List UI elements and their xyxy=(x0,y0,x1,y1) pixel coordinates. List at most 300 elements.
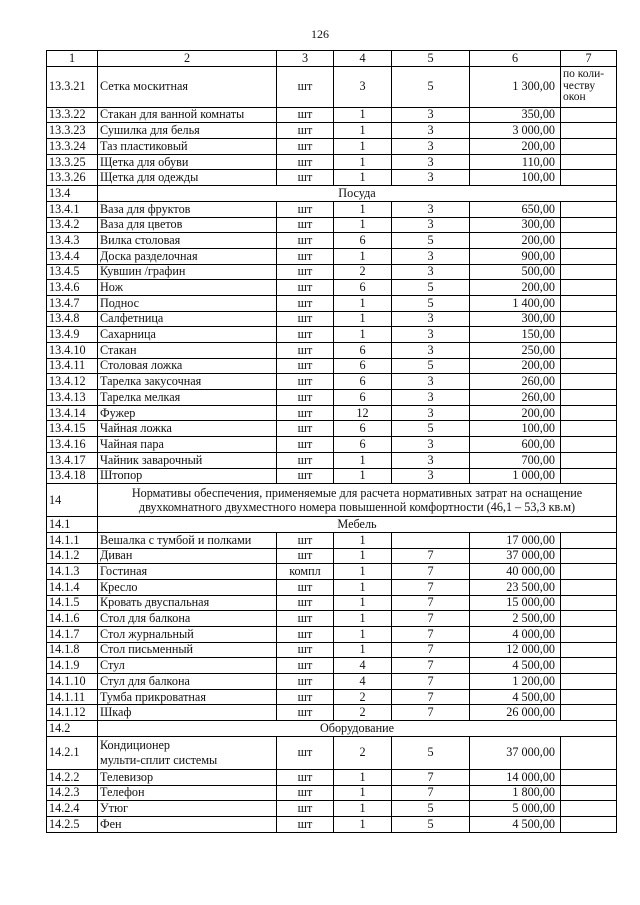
table-row xyxy=(47,107,617,123)
table-row xyxy=(47,689,617,705)
item-unit: шт xyxy=(277,311,334,327)
item-unit: шт xyxy=(277,374,334,390)
item-unit: шт xyxy=(277,595,334,611)
item-unit: шт xyxy=(277,642,334,658)
item-service-years: 5 xyxy=(392,421,470,437)
column-header: 2 xyxy=(98,51,277,67)
item-quantity: 1 xyxy=(334,327,392,343)
item-name: Сахарница xyxy=(98,327,277,343)
item-name: Стул для балкона xyxy=(98,674,277,690)
item-code: 13.3.23 xyxy=(47,123,98,139)
item-name: Стол журнальный xyxy=(98,627,277,643)
item-price: 4 500,00 xyxy=(470,658,561,674)
item-code: 13.4.3 xyxy=(47,233,98,249)
item-unit: шт xyxy=(277,280,334,296)
item-quantity: 6 xyxy=(334,437,392,453)
item-name: Сушилка для белья xyxy=(98,123,277,139)
item-code: 14.1.10 xyxy=(47,674,98,690)
item-unit: шт xyxy=(277,107,334,123)
item-price: 2 500,00 xyxy=(470,611,561,627)
item-code: 14.1.4 xyxy=(47,579,98,595)
item-quantity: 1 xyxy=(334,595,392,611)
item-unit: шт xyxy=(277,201,334,217)
item-price: 150,00 xyxy=(470,327,561,343)
item-name: Сетка москитная xyxy=(98,66,277,107)
table-row xyxy=(47,579,617,595)
item-service-years: 3 xyxy=(392,217,470,233)
item-service-years: 3 xyxy=(392,139,470,155)
table-row xyxy=(47,66,617,107)
item-service-years xyxy=(392,532,470,548)
item-code: 13.4.15 xyxy=(47,421,98,437)
item-price: 1 000,00 xyxy=(470,468,561,484)
item-name: Доска разделочная xyxy=(98,248,277,264)
table-row xyxy=(47,280,617,296)
item-note xyxy=(561,801,617,817)
item-unit: шт xyxy=(277,658,334,674)
item-price: 3 000,00 xyxy=(470,123,561,139)
item-price: 4 500,00 xyxy=(470,689,561,705)
item-code: 13.4.16 xyxy=(47,437,98,453)
item-name: Утюг xyxy=(98,801,277,817)
item-code: 14.1.1 xyxy=(47,532,98,548)
item-service-years: 7 xyxy=(392,564,470,580)
item-price: 37 000,00 xyxy=(470,548,561,564)
table-row xyxy=(47,642,617,658)
item-service-years: 5 xyxy=(392,736,470,769)
item-name: Кувшин /графин xyxy=(98,264,277,280)
item-quantity: 1 xyxy=(334,123,392,139)
item-quantity: 6 xyxy=(334,390,392,406)
table-row xyxy=(47,785,617,801)
table-row xyxy=(47,595,617,611)
item-name: Стол письменный xyxy=(98,642,277,658)
item-name: Телефон xyxy=(98,785,277,801)
item-unit: шт xyxy=(277,532,334,548)
item-unit: шт xyxy=(277,705,334,721)
page-number: 126 xyxy=(311,27,329,41)
item-note xyxy=(561,642,617,658)
item-service-years: 3 xyxy=(392,201,470,217)
item-note xyxy=(561,374,617,390)
item-code: 14.1.2 xyxy=(47,548,98,564)
item-service-years: 5 xyxy=(392,66,470,107)
section-code: 14.2 xyxy=(47,721,98,737)
item-note xyxy=(561,674,617,690)
item-quantity: 4 xyxy=(334,658,392,674)
item-price: 250,00 xyxy=(470,343,561,359)
table-row xyxy=(47,233,617,249)
item-note xyxy=(561,154,617,170)
group-row xyxy=(47,484,617,517)
item-unit: шт xyxy=(277,548,334,564)
item-quantity: 1 xyxy=(334,532,392,548)
item-code: 13.4.8 xyxy=(47,311,98,327)
item-price: 110,00 xyxy=(470,154,561,170)
item-name: Тумба прикроватная xyxy=(98,689,277,705)
item-note xyxy=(561,264,617,280)
item-quantity: 1 xyxy=(334,201,392,217)
table-row xyxy=(47,374,617,390)
item-name: Кресло xyxy=(98,579,277,595)
item-code: 13.4.10 xyxy=(47,343,98,359)
item-quantity: 1 xyxy=(334,579,392,595)
item-unit: шт xyxy=(277,217,334,233)
column-header: 7 xyxy=(561,51,617,67)
item-note xyxy=(561,390,617,406)
item-quantity: 1 xyxy=(334,642,392,658)
item-price: 600,00 xyxy=(470,437,561,453)
item-code: 14.2.2 xyxy=(47,769,98,785)
item-code: 13.3.26 xyxy=(47,170,98,186)
item-service-years: 3 xyxy=(392,327,470,343)
table-row xyxy=(47,170,617,186)
table-row xyxy=(47,264,617,280)
table-row xyxy=(47,405,617,421)
item-unit: шт xyxy=(277,123,334,139)
item-price: 260,00 xyxy=(470,374,561,390)
table-row xyxy=(47,437,617,453)
item-service-years: 7 xyxy=(392,642,470,658)
item-unit: шт xyxy=(277,801,334,817)
item-quantity: 6 xyxy=(334,233,392,249)
item-service-years: 7 xyxy=(392,611,470,627)
item-code: 14.2.4 xyxy=(47,801,98,817)
item-note xyxy=(561,627,617,643)
item-service-years: 5 xyxy=(392,295,470,311)
item-name: Салфетница xyxy=(98,311,277,327)
item-quantity: 1 xyxy=(334,801,392,817)
item-price: 4 000,00 xyxy=(470,627,561,643)
item-name: Столовая ложка xyxy=(98,358,277,374)
table-row xyxy=(47,452,617,468)
item-note: по коли- честву окон xyxy=(561,66,617,107)
item-code: 14.2.1 xyxy=(47,736,98,769)
item-note xyxy=(561,595,617,611)
item-price: 650,00 xyxy=(470,201,561,217)
item-quantity: 1 xyxy=(334,816,392,832)
item-unit: шт xyxy=(277,358,334,374)
table-row xyxy=(47,705,617,721)
item-quantity: 1 xyxy=(334,627,392,643)
item-unit: шт xyxy=(277,343,334,359)
item-note xyxy=(561,658,617,674)
item-service-years: 3 xyxy=(392,107,470,123)
section-code: 14.1 xyxy=(47,517,98,533)
item-name: Вилка столовая xyxy=(98,233,277,249)
item-name: Штопор xyxy=(98,468,277,484)
item-name: Чайная пара xyxy=(98,437,277,453)
item-price: 300,00 xyxy=(470,311,561,327)
item-code: 13.4.14 xyxy=(47,405,98,421)
column-header: 5 xyxy=(392,51,470,67)
item-price: 900,00 xyxy=(470,248,561,264)
table-row xyxy=(47,769,617,785)
item-service-years: 3 xyxy=(392,390,470,406)
item-unit: шт xyxy=(277,248,334,264)
table-row xyxy=(47,674,617,690)
table-row xyxy=(47,154,617,170)
item-quantity: 1 xyxy=(334,785,392,801)
table-row xyxy=(47,548,617,564)
section-title: Оборудование xyxy=(98,721,617,737)
item-note xyxy=(561,201,617,217)
header-row xyxy=(47,51,617,67)
table-body xyxy=(47,51,617,833)
table-row xyxy=(47,358,617,374)
item-name: Телевизор xyxy=(98,769,277,785)
item-quantity: 1 xyxy=(334,248,392,264)
item-unit: шт xyxy=(277,405,334,421)
item-name: Вешалка с тумбой и полками xyxy=(98,532,277,548)
item-note xyxy=(561,248,617,264)
item-unit: шт xyxy=(277,139,334,155)
item-unit: шт xyxy=(277,816,334,832)
item-quantity: 2 xyxy=(334,689,392,705)
item-note xyxy=(561,123,617,139)
item-unit: шт xyxy=(277,452,334,468)
item-quantity: 4 xyxy=(334,674,392,690)
item-name: Стол для балкона xyxy=(98,611,277,627)
item-quantity: 1 xyxy=(334,139,392,155)
table-row xyxy=(47,390,617,406)
item-service-years: 3 xyxy=(392,248,470,264)
item-quantity: 1 xyxy=(334,107,392,123)
item-service-years: 5 xyxy=(392,801,470,817)
item-quantity: 1 xyxy=(334,564,392,580)
item-unit: шт xyxy=(277,468,334,484)
item-quantity: 6 xyxy=(334,280,392,296)
item-name: Щетка для одежды xyxy=(98,170,277,186)
item-note xyxy=(561,564,617,580)
item-quantity: 1 xyxy=(334,611,392,627)
item-note xyxy=(561,170,617,186)
section-title: Посуда xyxy=(98,186,617,202)
item-price: 500,00 xyxy=(470,264,561,280)
item-note xyxy=(561,405,617,421)
item-note xyxy=(561,280,617,296)
item-unit: шт xyxy=(277,264,334,280)
item-service-years: 5 xyxy=(392,358,470,374)
item-service-years: 7 xyxy=(392,595,470,611)
item-unit: шт xyxy=(277,579,334,595)
item-code: 13.4.13 xyxy=(47,390,98,406)
column-header: 1 xyxy=(47,51,98,67)
item-name: Чайная ложка xyxy=(98,421,277,437)
item-name: Диван xyxy=(98,548,277,564)
item-service-years: 5 xyxy=(392,233,470,249)
item-code: 14.1.5 xyxy=(47,595,98,611)
item-price: 40 000,00 xyxy=(470,564,561,580)
item-service-years: 3 xyxy=(392,123,470,139)
item-price: 200,00 xyxy=(470,358,561,374)
item-note xyxy=(561,785,617,801)
item-price: 1 400,00 xyxy=(470,295,561,311)
item-code: 14.1.11 xyxy=(47,689,98,705)
item-service-years: 7 xyxy=(392,627,470,643)
item-quantity: 1 xyxy=(334,295,392,311)
item-quantity: 6 xyxy=(334,421,392,437)
item-service-years: 3 xyxy=(392,452,470,468)
item-price: 700,00 xyxy=(470,452,561,468)
item-quantity: 6 xyxy=(334,358,392,374)
item-quantity: 1 xyxy=(334,452,392,468)
table-row xyxy=(47,343,617,359)
item-note xyxy=(561,233,617,249)
item-note xyxy=(561,769,617,785)
column-header: 3 xyxy=(277,51,334,67)
item-code: 13.4.1 xyxy=(47,201,98,217)
item-price: 1 200,00 xyxy=(470,674,561,690)
item-quantity: 2 xyxy=(334,736,392,769)
item-code: 13.4.7 xyxy=(47,295,98,311)
item-service-years: 7 xyxy=(392,674,470,690)
item-service-years: 7 xyxy=(392,689,470,705)
item-price: 14 000,00 xyxy=(470,769,561,785)
item-code: 13.4.17 xyxy=(47,452,98,468)
section-row xyxy=(47,517,617,533)
item-service-years: 5 xyxy=(392,816,470,832)
item-price: 23 500,00 xyxy=(470,579,561,595)
item-price: 350,00 xyxy=(470,107,561,123)
item-quantity: 1 xyxy=(334,311,392,327)
item-price: 200,00 xyxy=(470,280,561,296)
item-note xyxy=(561,689,617,705)
item-note xyxy=(561,705,617,721)
item-code: 13.4.5 xyxy=(47,264,98,280)
item-price: 37 000,00 xyxy=(470,736,561,769)
item-name: Ваза для фруктов xyxy=(98,201,277,217)
item-code: 13.4.9 xyxy=(47,327,98,343)
item-quantity: 2 xyxy=(334,705,392,721)
item-service-years: 3 xyxy=(392,374,470,390)
item-note xyxy=(561,327,617,343)
item-price: 17 000,00 xyxy=(470,532,561,548)
item-service-years: 7 xyxy=(392,705,470,721)
section-title: Мебель xyxy=(98,517,617,533)
table-row xyxy=(47,248,617,264)
item-note xyxy=(561,736,617,769)
item-unit: шт xyxy=(277,674,334,690)
item-unit: шт xyxy=(277,233,334,249)
group-code: 14 xyxy=(47,484,98,517)
table-row xyxy=(47,327,617,343)
item-quantity: 12 xyxy=(334,405,392,421)
item-code: 13.3.24 xyxy=(47,139,98,155)
item-code: 13.4.2 xyxy=(47,217,98,233)
item-price: 26 000,00 xyxy=(470,705,561,721)
item-service-years: 3 xyxy=(392,405,470,421)
item-unit: шт xyxy=(277,785,334,801)
table-row xyxy=(47,736,617,769)
item-unit: шт xyxy=(277,327,334,343)
item-name: Кровать двуспальная xyxy=(98,595,277,611)
item-price: 1 800,00 xyxy=(470,785,561,801)
item-unit: шт xyxy=(277,66,334,107)
item-quantity: 3 xyxy=(334,66,392,107)
column-header: 6 xyxy=(470,51,561,67)
item-note xyxy=(561,139,617,155)
item-code: 14.1.12 xyxy=(47,705,98,721)
item-note xyxy=(561,611,617,627)
item-price: 200,00 xyxy=(470,139,561,155)
item-quantity: 2 xyxy=(334,264,392,280)
item-unit: шт xyxy=(277,689,334,705)
item-service-years: 7 xyxy=(392,579,470,595)
table-row xyxy=(47,658,617,674)
item-price: 260,00 xyxy=(470,390,561,406)
item-service-years: 3 xyxy=(392,437,470,453)
item-code: 14.1.6 xyxy=(47,611,98,627)
item-unit: шт xyxy=(277,769,334,785)
table-row xyxy=(47,123,617,139)
item-unit: шт xyxy=(277,421,334,437)
item-note xyxy=(561,532,617,548)
item-name: Фужер xyxy=(98,405,277,421)
item-unit: шт xyxy=(277,437,334,453)
item-quantity: 1 xyxy=(334,548,392,564)
table-row xyxy=(47,801,617,817)
item-unit: шт xyxy=(277,627,334,643)
table-row xyxy=(47,139,617,155)
item-name: Чайник заварочный xyxy=(98,452,277,468)
table-row xyxy=(47,611,617,627)
item-note xyxy=(561,217,617,233)
item-code: 14.2.5 xyxy=(47,816,98,832)
item-service-years: 7 xyxy=(392,658,470,674)
item-name: Фен xyxy=(98,816,277,832)
item-note xyxy=(561,816,617,832)
item-code: 13.4.12 xyxy=(47,374,98,390)
item-name: Стакан xyxy=(98,343,277,359)
section-code: 13.4 xyxy=(47,186,98,202)
item-code: 13.4.4 xyxy=(47,248,98,264)
column-header: 4 xyxy=(334,51,392,67)
item-code: 13.4.6 xyxy=(47,280,98,296)
item-price: 100,00 xyxy=(470,170,561,186)
table-row xyxy=(47,816,617,832)
section-row xyxy=(47,186,617,202)
item-name: Гостиная xyxy=(98,564,277,580)
item-price: 1 300,00 xyxy=(470,66,561,107)
table-row xyxy=(47,295,617,311)
item-code: 14.1.9 xyxy=(47,658,98,674)
item-code: 13.4.18 xyxy=(47,468,98,484)
table-row xyxy=(47,627,617,643)
item-unit: шт xyxy=(277,170,334,186)
item-quantity: 6 xyxy=(334,374,392,390)
norms-table xyxy=(46,50,617,833)
item-name: Щетка для обуви xyxy=(98,154,277,170)
item-name: Тарелка мелкая xyxy=(98,390,277,406)
item-price: 300,00 xyxy=(470,217,561,233)
item-name: Поднос xyxy=(98,295,277,311)
item-note xyxy=(561,311,617,327)
group-title: Нормативы обеспечения, применяемые для расчета нормативных затрат на оснащение двухкомнатного двухместного номера повышенной комфортности (46,1 – 53,3 кв.м) xyxy=(98,484,617,517)
item-name: Шкаф xyxy=(98,705,277,721)
item-unit: шт xyxy=(277,154,334,170)
item-code: 14.1.7 xyxy=(47,627,98,643)
item-price: 200,00 xyxy=(470,405,561,421)
item-price: 4 500,00 xyxy=(470,816,561,832)
item-code: 14.1.3 xyxy=(47,564,98,580)
table-row xyxy=(47,532,617,548)
item-price: 5 000,00 xyxy=(470,801,561,817)
item-quantity: 1 xyxy=(334,217,392,233)
item-code: 13.4.11 xyxy=(47,358,98,374)
item-name: Стул xyxy=(98,658,277,674)
item-code: 14.2.3 xyxy=(47,785,98,801)
